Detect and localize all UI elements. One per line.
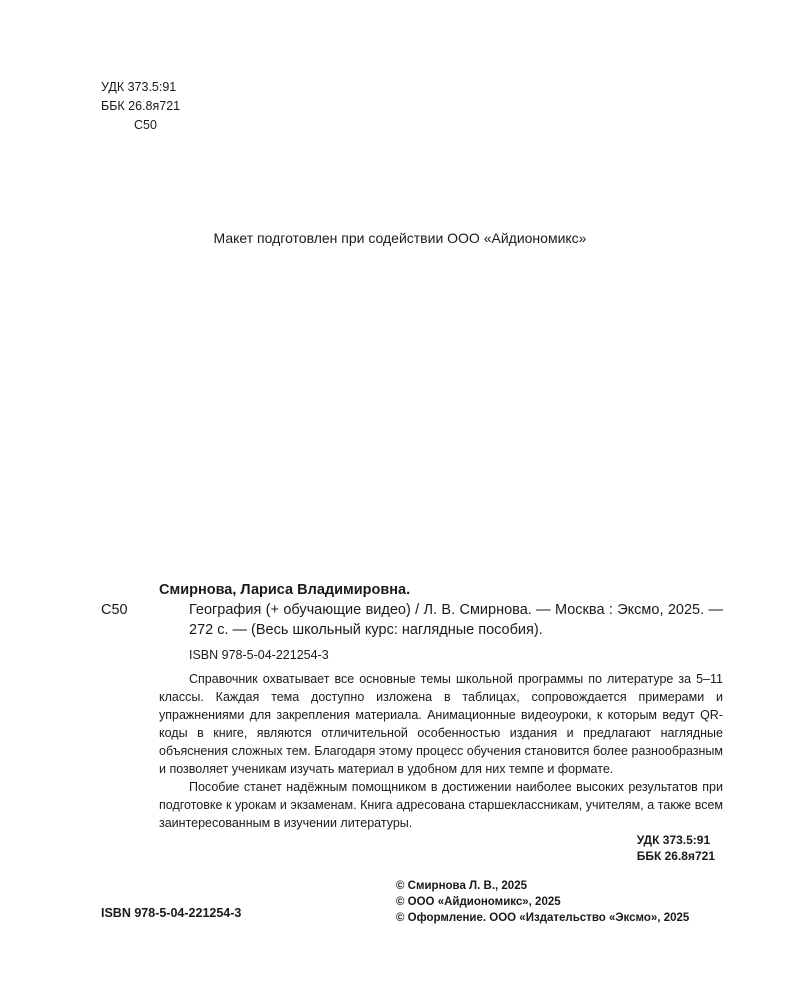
maket-note: Макет подготовлен при содействии ООО «Айдиономикс» (213, 230, 587, 246)
top-classification-codes (101, 78, 180, 135)
copyright-line: © Оформление. ООО «Издательство «Эксмо», 2025 (396, 912, 690, 924)
catalog-author-mark: С50 (101, 602, 128, 618)
author-mark: С50 (134, 118, 157, 132)
copyright-block (396, 878, 689, 926)
annotation-paragraph: Справочник охватывает все основные темы школьной программы по литературе за 5–11 классы. Каждая тема доступно изложена в таблицах, сопровождается примерами и упражнениями для закрепления материала. Анимационные видеоуроки, к которым ведут QR-коды в книге, являются отличительной особенностью издания и предлагают наглядные объяснения сложных тем. Благодаря этому процесс обучения становится более разнообразным и позволяет ученикам изучать материал в удобном для них темпе и формате. (159, 672, 723, 776)
bottom-udk-code: УДК 373.5:91 (636, 833, 711, 847)
catalog-isbn: ISBN 978-5-04-221254-3 (189, 648, 329, 662)
copyright-line: © Смирнова Л. В., 2025 (396, 880, 527, 892)
catalog-description: География (+ обучающие видео) / Л. В. Смирнова. — Москва : Эксмо, 2025. — 272 с. — (Весь школьный курс: наглядные пособия). (189, 602, 723, 638)
catalog-record (101, 580, 723, 864)
catalog-description-row (101, 600, 723, 640)
udk-code: УДК 373.5:91 (101, 80, 177, 94)
bottom-classification-codes (101, 832, 723, 864)
catalog-author: Смирнова, Лариса Владимировна. (159, 582, 411, 598)
copyright-line: © ООО «Айдиономикс», 2025 (396, 896, 561, 908)
isbn-bottom: ISBN 978-5-04-221254-3 (101, 906, 242, 920)
annotation (159, 670, 723, 832)
bbk-code: ББК 26.8я721 (101, 99, 181, 113)
annotation-paragraph: Пособие станет надёжным помощником в достижении наиболее высоких результатов при подготовке к урокам и экзаменам. Книга адресована старшеклассникам, учителям, а также всем заинтересованным в изучении литературы. (159, 780, 723, 830)
bottom-bbk-code: ББК 26.8я721 (636, 849, 715, 863)
